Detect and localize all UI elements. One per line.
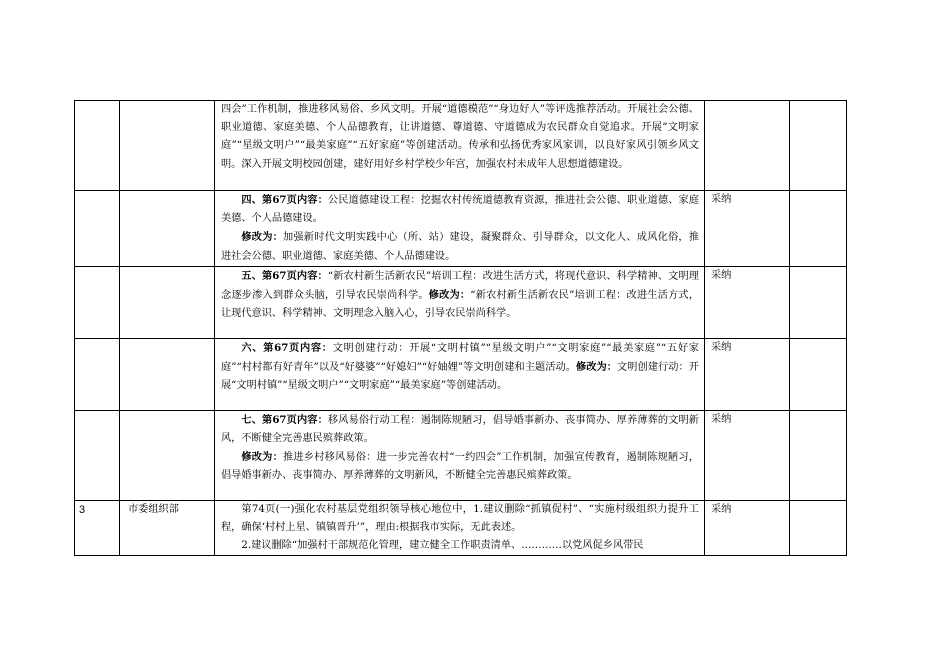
remark-cell	[790, 410, 847, 500]
remark-cell	[790, 338, 847, 410]
department-cell	[120, 338, 215, 410]
status-text: 采纳	[711, 413, 732, 425]
department-cell	[120, 191, 215, 267]
status-cell	[705, 410, 790, 500]
original-paragraph	[221, 339, 699, 396]
status-text: 采纳	[711, 269, 732, 281]
table-row	[75, 101, 847, 191]
revision-paragraph	[221, 448, 699, 485]
department-name: 市委组织部	[128, 503, 179, 515]
revision-paragraph	[221, 228, 699, 265]
original-text: 文明创建行动：开展“文明村镇”“星级文明户”“文明家庭”“最美家庭”“五好家庭”“村村都有好青年”以及“好婆婆”“好媳妇”“好妯娌”等文明创建和主题活动。	[221, 342, 699, 374]
status-cell	[705, 191, 790, 267]
opinion-table	[74, 100, 847, 556]
revise-label: 修改为：	[241, 231, 284, 244]
section-heading: 四、第67页内容：	[241, 194, 328, 206]
status-text: 采纳	[711, 341, 732, 353]
content-cell	[215, 500, 705, 556]
row-number: 3	[79, 503, 86, 516]
content-paragraph: 第74页(一)强化农村基层党组织领导核心地位中，1.建议删除“抓镇促村”、“实施村级组织力提升工程，确保‘村村上星、镇镇晋升’”，理由:根据我市实际，无此表述。	[221, 503, 699, 534]
content-cell	[215, 266, 705, 338]
content-cell	[215, 410, 705, 500]
remark-cell	[790, 500, 847, 556]
status-cell	[705, 500, 790, 556]
department-cell	[120, 500, 215, 556]
number-cell	[75, 338, 120, 410]
table-row	[75, 338, 847, 410]
original-paragraph	[221, 411, 699, 448]
revised-text: 推进乡村移风易俗：进一步完善农村“一约四会”工作机制，加强宣传教育，遏制陈规陋习，倡导婚事新办、丧事简办、厚养薄葬的文明新风，不断健全完善惠民殡葬政策。	[221, 452, 700, 482]
revised-text: “新农村新生活新农民”培训工程：改进生活方式，让现代意识、科学精神、文明理念入脑入心，引导农民崇尚科学。	[221, 290, 700, 320]
revise-label: 修改为：	[428, 289, 471, 302]
original-paragraph	[221, 191, 699, 228]
department-cell	[120, 266, 215, 338]
remark-cell	[790, 191, 847, 267]
original-text: “新农村新生活新农民”培训工程：改进生活方式，将现代意识、科学精神、文明理念逐步渗入到群众头脑，引导农民崇尚科学。	[221, 270, 699, 302]
number-cell	[75, 500, 120, 556]
revise-label: 修改为：	[575, 361, 618, 374]
revised-text: 文明创建行动：开展“文明村镇”“星级文明户”“文明家庭”“最美家庭”等创建活动。	[221, 362, 699, 392]
department-cell	[120, 101, 215, 191]
table-row	[75, 191, 847, 267]
revised-text: 加强新时代文明实践中心（所、站）建设，凝聚群众、引导群众，以文化人、成风化俗，推进社会公德、职业道德、家庭美德、个人品德建设。	[221, 232, 700, 262]
remark-cell	[790, 266, 847, 338]
number-cell	[75, 410, 120, 500]
status-cell	[705, 101, 790, 191]
number-cell	[75, 266, 120, 338]
table-row	[75, 266, 847, 338]
section-heading: 六、第67页内容：	[241, 341, 333, 354]
original-paragraph	[221, 267, 699, 324]
revise-label: 修改为：	[241, 451, 283, 464]
content-paragraph: 2.建议删除“加强村干部规范化管理，建立健全工作职责清单、…………以党风促乡风带民	[241, 540, 644, 552]
original-text: 公民道德建设工程：挖掘农村传统道德教育资源，推进社会公德、职业道德、家庭美德、个人品德建设。	[221, 195, 699, 225]
section-heading: 七、第67页内容：	[241, 413, 328, 426]
remark-cell	[790, 101, 847, 191]
status-text: 采纳	[711, 194, 732, 205]
status-cell	[705, 266, 790, 338]
table-row	[75, 410, 847, 500]
number-cell	[75, 191, 120, 267]
content-cell	[215, 338, 705, 410]
content-cell	[215, 191, 705, 267]
original-text: 移风易俗行动工程：遏制陈规陋习，倡导婚事新办、丧事简办、厚养薄葬的文明新风，不断健全完善惠民殡葬政策。	[221, 414, 699, 445]
number-cell	[75, 101, 120, 191]
content-cell	[215, 101, 705, 191]
status-text: 采纳	[711, 503, 732, 515]
status-cell	[705, 338, 790, 410]
section-heading: 五、第67页内容：	[241, 269, 328, 282]
table-row	[75, 500, 847, 556]
content-text: 四会”工作机制，推进移风易俗、乡风文明。开展“道德模范”“身边好人”等评选推荐活动。开展社会公德、职业道德、家庭美德、个人品德教育，让讲道德、尊道德、守道德成为农民群众自觉追求。开展“文明家庭”“星级文明户”“最美家庭”“五好家庭”等创建活动。传承和弘扬优秀家风家训，以良好家风引领乡风文明。深入开展文明校园创建，建好用好乡村学校少年宫，加强农村未成年人思想道德建设。	[221, 104, 699, 170]
department-cell	[120, 410, 215, 500]
